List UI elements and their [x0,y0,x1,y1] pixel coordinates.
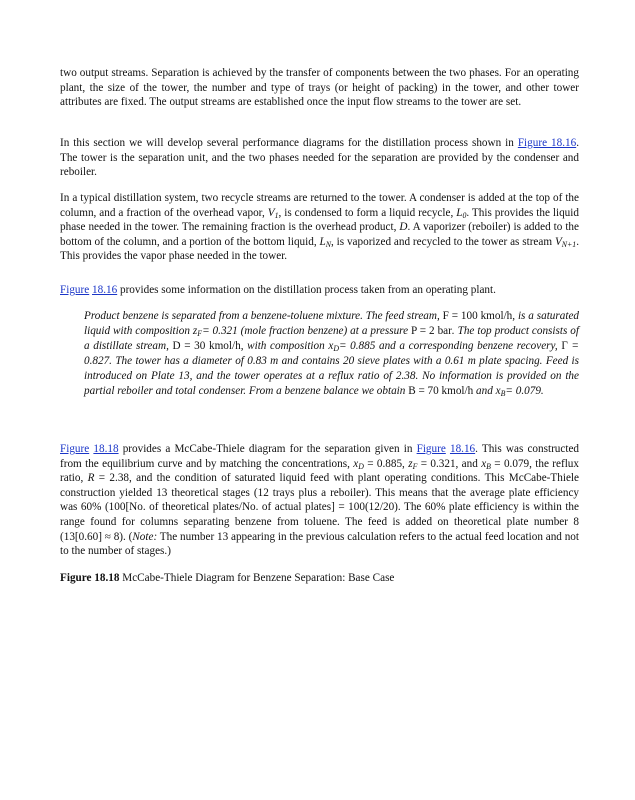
paragraph-performance-diagrams [60,136,579,180]
text-run: = 0.827. The tower has a diameter of 0.83 m and contains 20 sieve plates with a 0.61 m plate spacing. Feed is introduced on Plate 13, and the tower operates at a reflux ratio of 2.38. No information is provided on the partial reboiler and total condenser. From a benzene balance we obtain [84,340,579,398]
subscript: 1 [274,210,279,220]
text-run: = 0.079. [505,385,544,398]
text-run: , with composition x [240,340,334,353]
paragraph-recycle-streams [60,191,579,264]
subscript: F [197,329,203,339]
var-letter: L [456,206,463,219]
var-r: R [87,472,95,485]
text-run: , is a saturated liquid with composition z [84,310,580,338]
text-run: = 0.079, the reflux ratio, [60,457,579,485]
feed-flow: F = 100 kmol/h [442,310,513,322]
pressure: P = 2 bar [411,325,452,338]
text-run: = 2.38, and the condition of saturated liquid feed with plant operating conditions. This McCabe-Thiele construction yielded 13 theoretical stages (12 trays plus a reboiler). This means that the average plate efficiency was 60% (100[No. of theoretical plates/No. of actual plates] = 100(12/20). The 60% plate efficiency is within the range found for columns separating benzene from toluene. The feed is added on theoretical plate number 8 (13[0.60] ≈ 8). ( [60,472,579,543]
var-letter: z [408,457,413,470]
link-figure[interactable]: Figure [60,443,90,455]
paragraph-mccabe-thiele [60,442,579,559]
note-label: Note: [132,530,158,543]
link-18-16[interactable]: 18.16 [92,284,118,296]
subscript: D [358,461,364,471]
distillate-flow: D = 30 kmol/h [172,340,241,353]
figure-caption [60,571,579,586]
paragraph-figure-info [60,283,579,298]
paragraph-text: two output streams. Separation is achieved by the transfer of components between the two phases. For an operating plant, the size of the tower, the number and type of trays (or height of packing) in the tower, and other tower attributes are fixed. The output streams are established once the input flow streams to the tower are set. [60,67,579,109]
text-run: provides some information on the distillation process taken from an operating plant. [117,284,496,296]
link-figure-18-16[interactable]: Figure 18.16 [517,137,577,149]
text-run: . The tower is the separation unit, and the two phases needed for the separation are provided by the condenser and reboiler. [60,137,579,179]
var-letter: V [267,206,275,219]
text-run: In this section we will develop several performance diagrams for the distillation process shown in [60,137,518,149]
var-letter: x [353,457,359,470]
subscript: 0 [462,210,467,220]
var-letter: x [481,457,487,470]
quoted-process-description [84,309,579,400]
text-run: = 0.321 (mole fraction benzene) at a pressure [202,325,412,338]
link-figure[interactable]: Figure [60,284,90,296]
text-run: The number 13 appearing in the previous calculation refers to the actual feed location and not to the number of stages.) [60,530,579,558]
subscript: N [325,239,331,249]
subscript: B [486,461,491,471]
paragraph-output-streams [60,66,579,110]
text-run: , is vaporized and recycled to the tower as stream [330,235,555,248]
text-run: provides a McCabe-Thiele diagram for the separation given in [118,443,417,455]
bottoms-flow: B = 70 kmol/h [408,385,474,398]
text-run: = 0.885, [363,457,409,470]
text-run: = 0.885 and a corresponding benzene recovery, [338,340,562,353]
text-run: . This provides the vapor phase needed in the tower. [60,235,579,263]
var-letter: L [319,235,326,248]
gamma-symbol: Γ [561,340,568,353]
var-l0 [456,207,466,219]
link-figure[interactable]: Figure [416,443,446,455]
var-d: D [399,221,408,234]
link-18-18[interactable]: 18.18 [93,443,119,455]
subscript: B [500,389,506,399]
caption-label: Figure 18.18 [60,572,120,584]
caption-text: McCabe-Thiele Diagram for Benzene Separation: Base Case [119,572,395,584]
subscript: F [412,461,418,471]
text-run: = 0.321, and [417,457,482,470]
text-run: , is condensed to form a liquid recycle, [278,206,457,219]
var-xb [481,458,491,470]
var-v1 [268,207,279,219]
subscript: D [333,344,339,354]
text-run: . A vaporizer (reboiler) is added to the bottom of the column, and a portion of the bottom liquid, [60,221,579,248]
text-run: . The top product consists of a distillate stream, [84,325,579,353]
text-run: In a typical distillation system, two recycle streams are returned to the tower. A condenser is added at the top of the column, and a fraction of the overhead vapor, [60,192,579,219]
text-run: and x [473,385,501,398]
var-vn1 [555,236,576,248]
var-zf [408,458,417,470]
var-ln [320,236,331,248]
text-run: Product benzene is separated from a benzene-toluene mixture. The feed stream, [84,310,443,322]
subscript: N+1 [561,239,577,249]
text-run: . This provides the liquid phase needed in the tower. The remaining fraction is the overhead product, [60,206,579,234]
link-18-16[interactable]: 18.16 [449,443,476,455]
var-letter: V [554,235,562,248]
var-xd [353,458,364,470]
text-run: . This was constructed from the equilibrium curve and by matching the concentrations, [60,443,580,470]
